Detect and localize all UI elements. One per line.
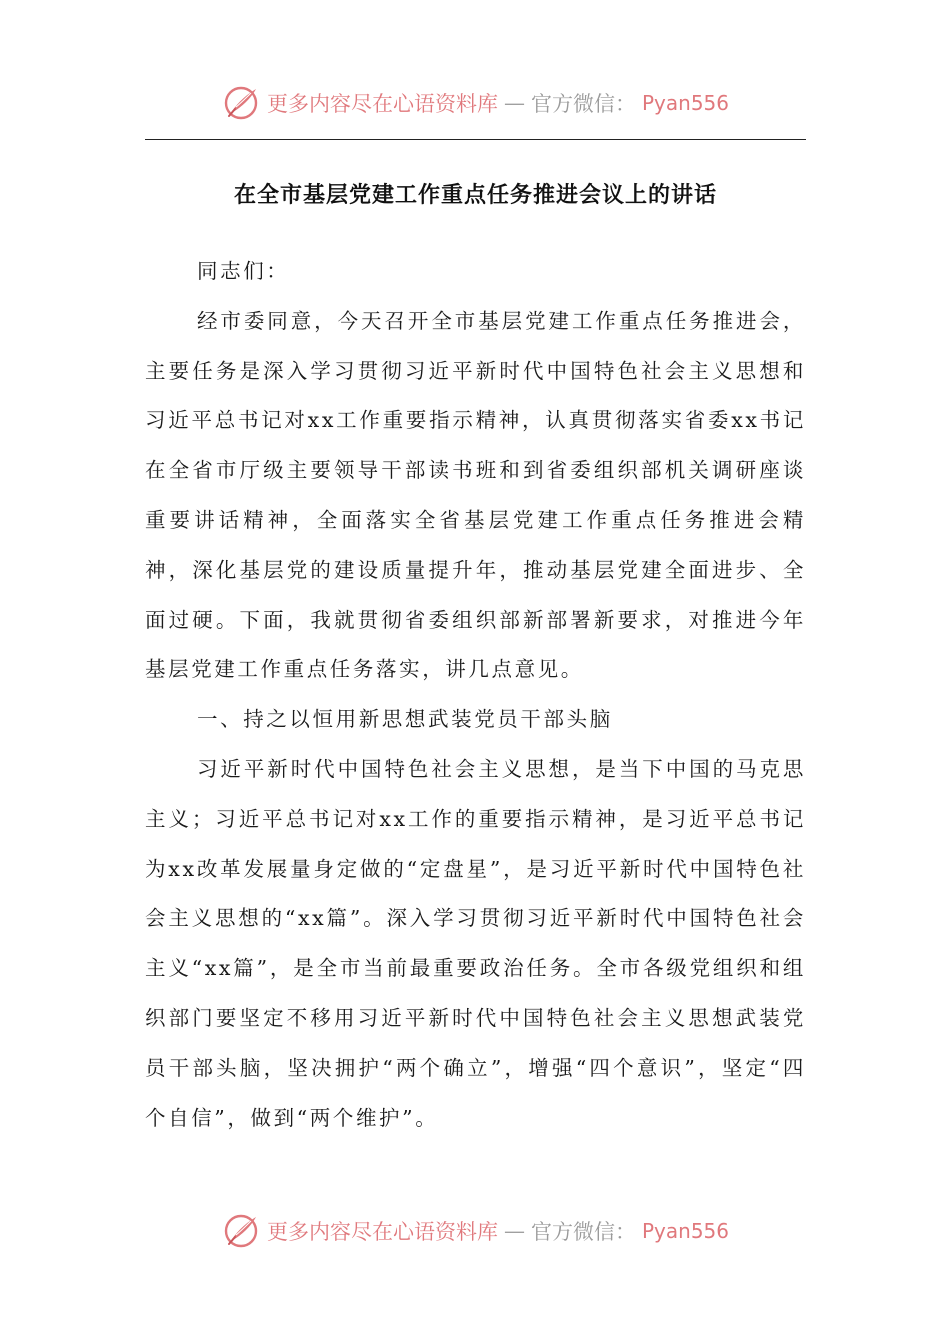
document-body xyxy=(145,247,806,1143)
watermark-main-text: 更多内容尽在心语资料库 xyxy=(266,92,498,116)
footer-watermark xyxy=(0,1206,950,1256)
paragraph-section-1: 习近平新时代中国特色社会主义思想，是当下中国的马克思主义；习近平总书记对xx工作的重要指示精神，是习近平总书记为xx改革发展量身定做的“定盘星”，是习近平新时代中国特色社会主义思想的“xx篇”。深入学习贯彻习近平新时代中国特色社会主义“xx篇”，是全市当前最重要政治任务。全市各级党组织和组织部门要坚定不移用习近平新时代中国特色社会主义思想武装党员干部头脑，坚决拥护“两个确立”，增强“四个意识”，坚定“四个自信”，做到“两个维护”。 xyxy=(145,756,806,1130)
quill-logo-icon xyxy=(221,1211,261,1251)
salutation: 同志们： xyxy=(197,259,290,283)
watermark-wechat-label: 官方微信： xyxy=(530,92,636,116)
watermark-dash: — xyxy=(503,1219,525,1243)
header-watermark xyxy=(0,78,950,128)
watermark-main-text: 更多内容尽在心语资料库 xyxy=(266,1220,498,1244)
section-heading-1: 一、持之以恒用新思想武装党员干部头脑 xyxy=(197,707,613,732)
watermark-wechat-id: Pyan556 xyxy=(641,91,729,115)
paragraph-intro: 经市委同意，今天召开全市基层党建工作重点任务推进会，主要任务是深入学习贯彻习近平新时代中国特色社会主义思想和习近平总书记对xx工作重要指示精神，认真贯彻落实省委xx书记在全省市厅级主要领导干部读书班和到省委组织部机关调研座谈重要讲话精神，全面落实全省基层党建工作重点任务推进会精神，深化基层党的建设质量提升年，推动基层党建全面进步、全面过硬。下面，我就贯彻省委组织部新部署新要求，对推进今年基层党建工作重点任务落实，讲几点意见。 xyxy=(145,308,806,682)
watermark-wechat-id: Pyan556 xyxy=(641,1219,729,1243)
document-title: 在全市基层党建工作重点任务推进会议上的讲话 xyxy=(233,183,717,208)
header-divider xyxy=(145,139,806,140)
quill-logo-icon xyxy=(221,83,261,123)
watermark-dash: — xyxy=(503,91,525,115)
watermark-wechat-label: 官方微信： xyxy=(530,1220,636,1244)
